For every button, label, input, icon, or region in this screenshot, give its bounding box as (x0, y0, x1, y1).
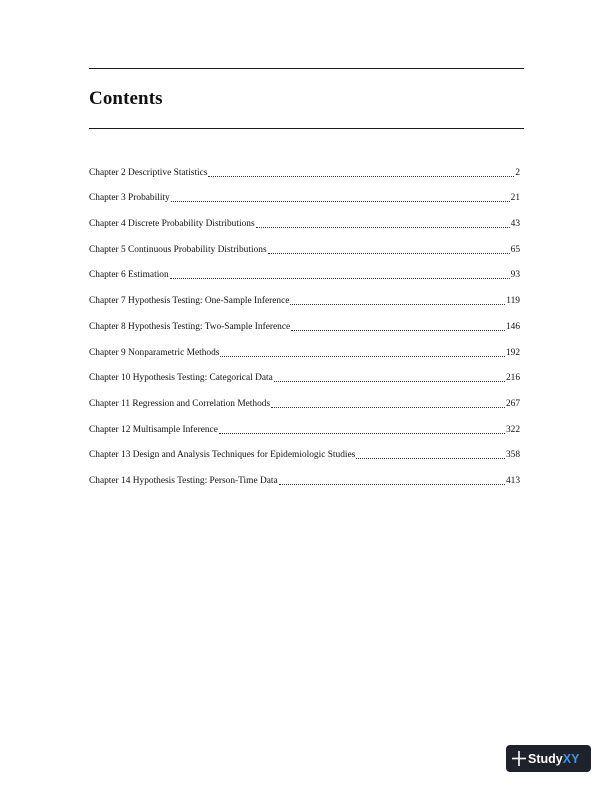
studyxy-logo[interactable] (506, 745, 591, 772)
toc-entry-page: 216 (505, 373, 520, 384)
toc-entry[interactable] (89, 230, 520, 256)
toc-entry-page: 2 (515, 167, 520, 178)
toc-leader (268, 253, 510, 254)
toc-entry-title: Chapter 8 Hypothesis Testing: Two-Sample Inference (89, 321, 291, 332)
logo-text-accent: XY (562, 751, 580, 766)
toc-entry-title: Chapter 14 Hypothesis Testing: Person-Time Data (89, 475, 278, 486)
toc-entry[interactable] (89, 153, 520, 179)
toc-leader (356, 458, 505, 459)
toc-entry-page: 413 (505, 475, 520, 486)
toc-entry-page: 192 (505, 347, 520, 358)
toc-entry-page: 65 (510, 244, 520, 255)
toc-entry-page: 93 (510, 270, 520, 281)
toc-entry[interactable] (89, 307, 520, 333)
toc-entry[interactable] (89, 384, 520, 410)
toc-entry[interactable] (89, 281, 520, 307)
toc-entry[interactable] (89, 179, 520, 205)
toc-entry-title: Chapter 9 Nonparametric Methods (89, 347, 220, 358)
toc-entry[interactable] (89, 359, 520, 385)
toc-entry[interactable] (89, 204, 520, 230)
toc-entry-page: 43 (510, 219, 520, 230)
toc-leader (271, 407, 505, 408)
toc-entry-title: Chapter 5 Continuous Probability Distributions (89, 244, 267, 255)
toc-entry-title: Chapter 10 Hypothesis Testing: Categorical Data (89, 373, 273, 384)
toc-entry-title: Chapter 2 Descriptive Statistics (89, 167, 208, 178)
table-of-contents (89, 153, 520, 487)
toc-leader (279, 484, 505, 485)
toc-entry-page: 119 (506, 296, 520, 307)
toc-entry-page: 21 (510, 193, 520, 204)
toc-leader (274, 381, 505, 382)
toc-entry-page: 322 (505, 424, 520, 435)
toc-entry-title: Chapter 7 Hypothesis Testing: One-Sample Inference (89, 296, 290, 307)
logo-text: Study (528, 751, 563, 766)
toc-entry-title: Chapter 4 Discrete Probability Distributions (89, 219, 255, 230)
page-title: Contents (89, 88, 163, 109)
toc-leader (208, 176, 514, 177)
toc-entry-page: 146 (505, 321, 520, 332)
toc-leader (171, 201, 510, 202)
toc-leader (219, 433, 505, 434)
header-rule-bottom (89, 128, 524, 129)
toc-entry[interactable] (89, 333, 520, 359)
toc-entry-title: Chapter 11 Regression and Correlation Methods (89, 398, 271, 409)
toc-entry-page: 267 (505, 398, 520, 409)
toc-leader (256, 227, 510, 228)
toc-entry[interactable] (89, 256, 520, 282)
toc-entry-title: Chapter 3 Probability (89, 193, 170, 204)
toc-entry[interactable] (89, 410, 520, 436)
plus-icon (506, 745, 528, 772)
toc-leader (220, 356, 505, 357)
header-rule-top (89, 68, 524, 69)
toc-leader (290, 304, 505, 305)
toc-entry-title: Chapter 12 Multisample Inference (89, 424, 218, 435)
toc-entry-title: Chapter 6 Estimation (89, 270, 169, 281)
toc-leader (291, 330, 505, 331)
toc-entry[interactable] (89, 436, 520, 462)
toc-entry-page: 358 (505, 450, 520, 461)
toc-leader (170, 278, 510, 279)
toc-entry-title: Chapter 13 Design and Analysis Techniques for Epidemiologic Studies (89, 450, 356, 461)
toc-entry[interactable] (89, 461, 520, 487)
